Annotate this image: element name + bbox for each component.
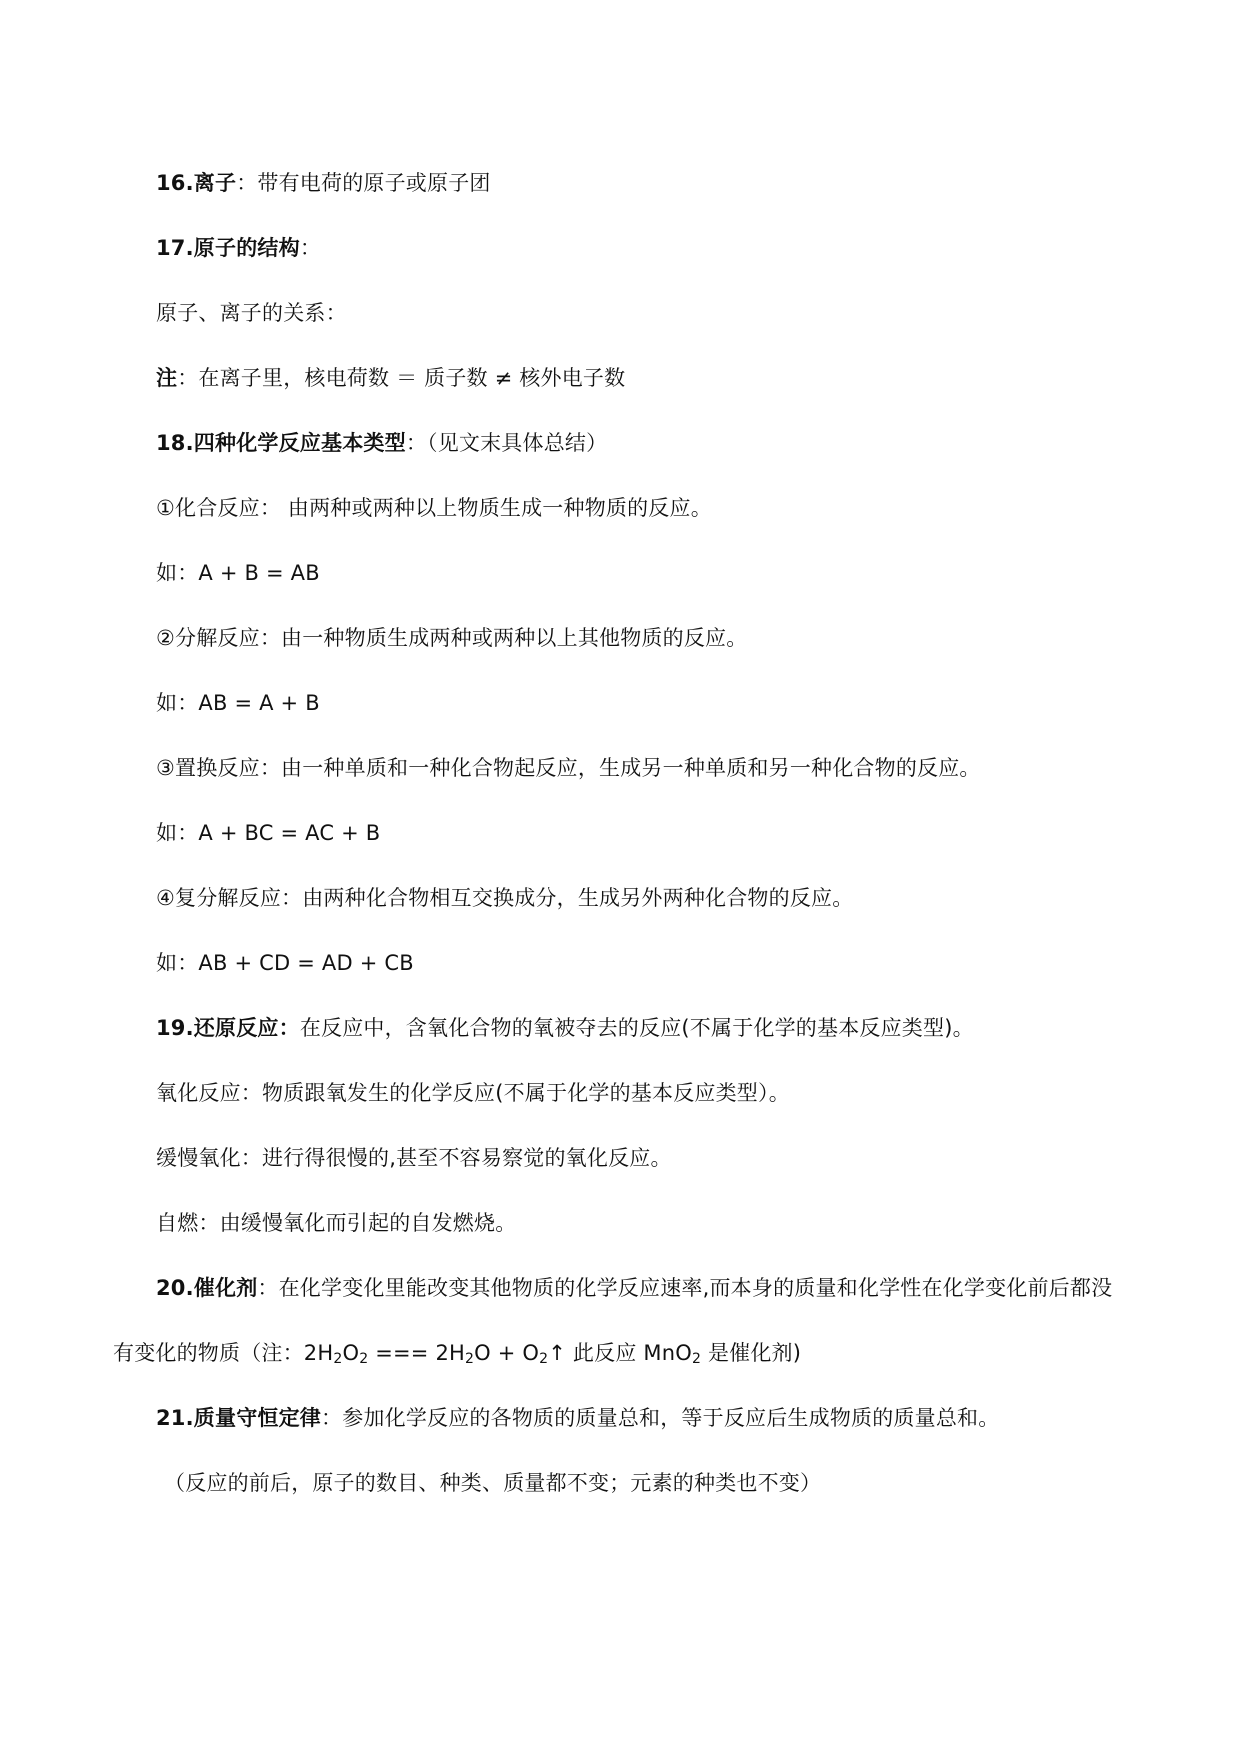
definition-catalyst-text: ：在化学变化里能改变其他物质的化学反应速率,而本身的质量和化学性在化学变化前后都没	[257, 1276, 1113, 1300]
slow-oxidation	[156, 1143, 672, 1173]
term-atom-structure: 17.原子的结构	[156, 236, 300, 260]
catalyst-continuation	[113, 1338, 801, 1368]
note-ion-charge	[156, 363, 625, 393]
definition-catalyst	[156, 1273, 1112, 1303]
subscript: 2	[691, 1351, 702, 1367]
decomposition-reaction	[156, 623, 747, 653]
subscript: 2	[359, 1351, 369, 1367]
definition-reaction-types	[156, 428, 607, 458]
definition-ion	[156, 168, 491, 198]
definition-atom-structure	[156, 233, 321, 263]
spontaneous-combustion-text: 自燃：由缓慢氧化而引起的自发燃烧。	[156, 1211, 517, 1235]
displacement-reaction	[156, 753, 981, 783]
term-reaction-types: 18.四种化学反应基本类型	[156, 431, 406, 455]
double-decomposition-example	[156, 948, 414, 978]
displacement-reaction-text: ③置换反应：由一种单质和一种化合物起反应，生成另一种单质和另一种化合物的反应。	[156, 756, 981, 780]
term-ion: 16.离子	[156, 171, 237, 195]
displacement-example-text: 如：A + BC = AC + B	[156, 821, 381, 845]
note-label: 注	[156, 366, 178, 390]
atom-ion-relation-text: 原子、离子的关系：	[156, 301, 347, 325]
formula-part: === 2H	[368, 1341, 466, 1365]
spontaneous-combustion	[156, 1208, 516, 1238]
combination-example-text: 如：A + B = AB	[156, 561, 320, 585]
decomposition-example-text: 如：AB = A + B	[156, 691, 320, 715]
combination-reaction	[156, 493, 712, 523]
subscript: 2	[539, 1351, 549, 1367]
definition-reduction	[156, 1013, 974, 1043]
subscript: 2	[465, 1351, 475, 1367]
double-decomposition-reaction	[156, 883, 853, 913]
definition-reduction-text: 在反应中，含氧化合物的氧被夺去的反应(不属于化学的基本反应类型)。	[299, 1016, 974, 1040]
formula-part: O	[342, 1341, 360, 1365]
mass-conservation-note-text: （反应的前后，原子的数目、种类、质量都不变；元素的种类也不变）	[164, 1471, 822, 1495]
oxidation-reaction-text: 氧化反应：物质跟氧发生的化学反应(不属于化学的基本反应类型）。	[156, 1081, 790, 1105]
combination-reaction-text: ①化合反应： 由两种或两种以上物质生成一种物质的反应。	[156, 496, 712, 520]
note-ion-charge-text: ：在离子里，核电荷数 ＝ 质子数 ≠ 核外电子数	[177, 366, 626, 390]
term-reduction: 19.还原反应：	[156, 1016, 300, 1040]
subscript: 2	[333, 1351, 343, 1367]
catalyst-continuation-prefix: 有变化的物质（注：2H	[113, 1341, 334, 1365]
decomposition-example	[156, 688, 320, 718]
term-mass-conservation: 21.质量守恒定律	[156, 1406, 322, 1430]
catalyst-continuation-end: 是催化剂)	[701, 1341, 802, 1365]
double-decomposition-reaction-text: ④复分解反应：由两种化合物相互交换成分，生成另外两种化合物的反应。	[156, 886, 854, 910]
atom-ion-relation	[156, 298, 347, 328]
decomposition-reaction-text: ②分解反应：由一种物质生成两种或两种以上其他物质的反应。	[156, 626, 748, 650]
double-decomposition-example-text: 如：AB + CD = AD + CB	[156, 951, 414, 975]
definition-reaction-types-text: ：（见文末具体总结）	[405, 431, 608, 455]
displacement-example	[156, 818, 380, 848]
formula-part: ↑ 此反应 MnO	[548, 1341, 692, 1365]
definition-ion-text: ：带有电荷的原子或原子团	[236, 171, 491, 195]
mass-conservation-note	[164, 1468, 821, 1498]
formula-part: O + O	[474, 1341, 540, 1365]
term-catalyst: 20.催化剂	[156, 1276, 258, 1300]
slow-oxidation-text: 缓慢氧化：进行得很慢的,甚至不容易察觉的氧化反应。	[156, 1146, 672, 1170]
definition-mass-conservation	[156, 1403, 999, 1433]
definition-atom-structure-text: ：	[299, 236, 322, 260]
definition-mass-conservation-text: ：参加化学反应的各物质的质量总和，等于反应后生成物质的质量总和。	[321, 1406, 1000, 1430]
combination-example	[156, 558, 320, 588]
oxidation-reaction	[156, 1078, 790, 1108]
